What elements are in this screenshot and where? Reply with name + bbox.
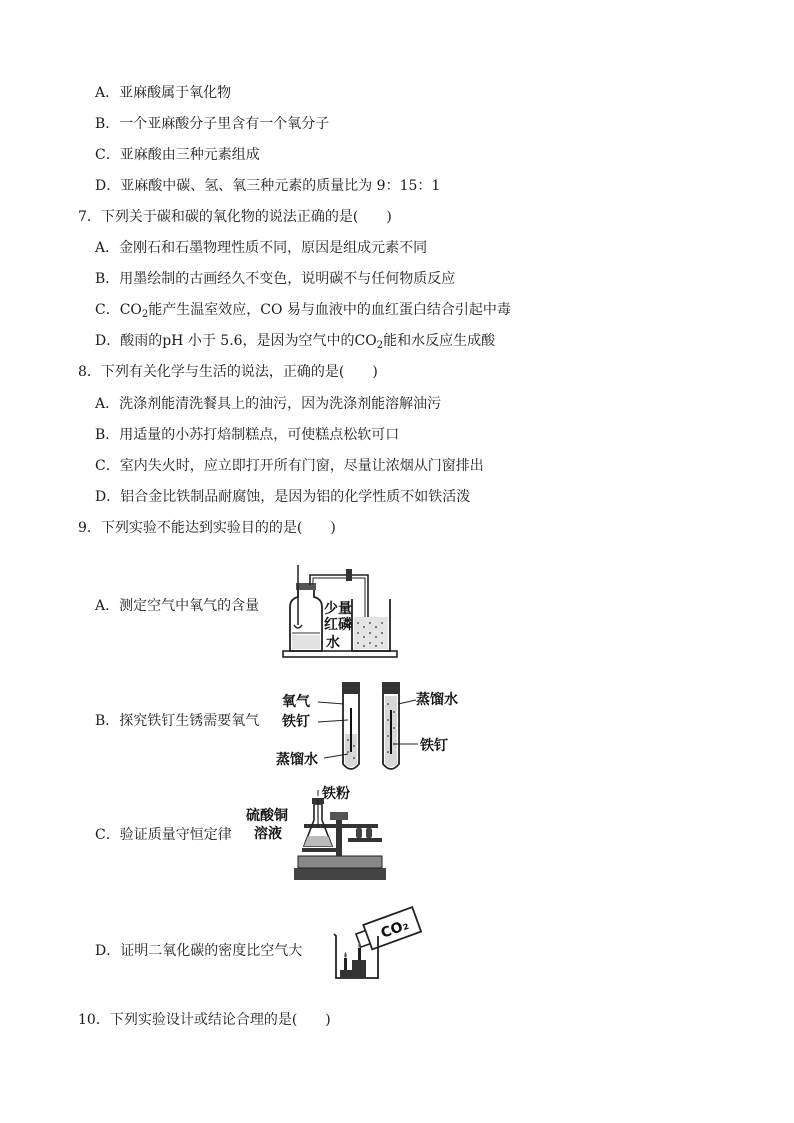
figure-a-oxygen-apparatus	[280, 555, 400, 663]
figure-a-label-2: 红磷	[324, 617, 352, 633]
figure-b-nail-label-1: 铁钉	[282, 714, 310, 730]
figure-d-co2-candles	[330, 902, 426, 982]
figure-d-co2-label: CO₂	[378, 917, 411, 942]
q9-option-a: A．测定空气中氧气的含量	[95, 598, 260, 614]
q6-option-d: D．亚麻酸中碳、氢、氧三种元素的质量比为 9：15：1	[95, 178, 441, 194]
q7-option-a: A．金刚石和石墨物理性质不同，原因是组成元素不同	[95, 240, 428, 256]
q6-option-b: B．一个亚麻酸分子里含有一个氧分子	[95, 116, 330, 132]
figure-b-water-label-2: 蒸馏水	[416, 692, 458, 708]
q8-stem: 8．下列有关化学与生活的说法，正确的是( )	[78, 364, 378, 380]
figure-b-rust-test-tubes	[276, 678, 466, 778]
figure-b-oxygen-label: 氧气	[282, 694, 310, 710]
q7-option-d: D．酸雨的pH 小于 5.6，是因为空气中的$CO_2$能和水反应生成酸	[95, 333, 496, 351]
q6-option-c: C．亚麻酸由三种元素组成	[95, 147, 260, 163]
figure-b-water-label-1: 蒸馏水	[276, 752, 318, 768]
q9-stem: 9．下列实验不能达到实验目的的是( )	[78, 520, 336, 536]
figure-c-iron-label: 铁粉	[322, 786, 350, 802]
q7-option-b: B．用墨绘制的古画经久不变色，说明碳不与任何物质反应	[95, 271, 456, 287]
figure-c-cuso4-label-1: 硫酸铜	[246, 808, 288, 824]
figure-c-cuso4-label-2: 溶液	[254, 826, 282, 842]
q9-option-d: D．证明二氧化碳的密度比空气大	[95, 943, 303, 959]
figure-a-label-3: 水	[326, 635, 340, 651]
q8-option-c: C．室内失火时，应立即打开所有门窗，尽量让浓烟从门窗排出	[95, 458, 484, 474]
q8-option-d: D．铝合金比铁制品耐腐蚀，是因为铝的化学性质不如铁活泼	[95, 489, 471, 505]
figure-b-nail-label-2: 铁钉	[420, 738, 448, 754]
figure-c-balance	[244, 784, 394, 884]
q9-option-b: B．探究铁钉生锈需要氧气	[95, 713, 260, 729]
q6-option-a: A．亚麻酸属于氧化物	[95, 85, 232, 101]
q7-stem: 7．下列关于碳和碳的氧化物的说法正确的是( )	[78, 209, 392, 225]
q9-option-c: C．验证质量守恒定律	[95, 827, 232, 843]
figure-a-label-1: 少量	[324, 601, 352, 617]
q8-option-a: A．洗涤剂能清洗餐具上的油污，因为洗涤剂能溶解油污	[95, 396, 442, 412]
q8-option-b: B．用适量的小苏打焙制糕点，可使糕点松软可口	[95, 427, 400, 443]
q10-stem: 10．下列实验设计或结论合理的是( )	[78, 1012, 331, 1028]
q7-option-c: C．$CO_2$能产生温室效应，CO 易与血液中的血红蛋白结合引起中毒	[95, 302, 511, 320]
